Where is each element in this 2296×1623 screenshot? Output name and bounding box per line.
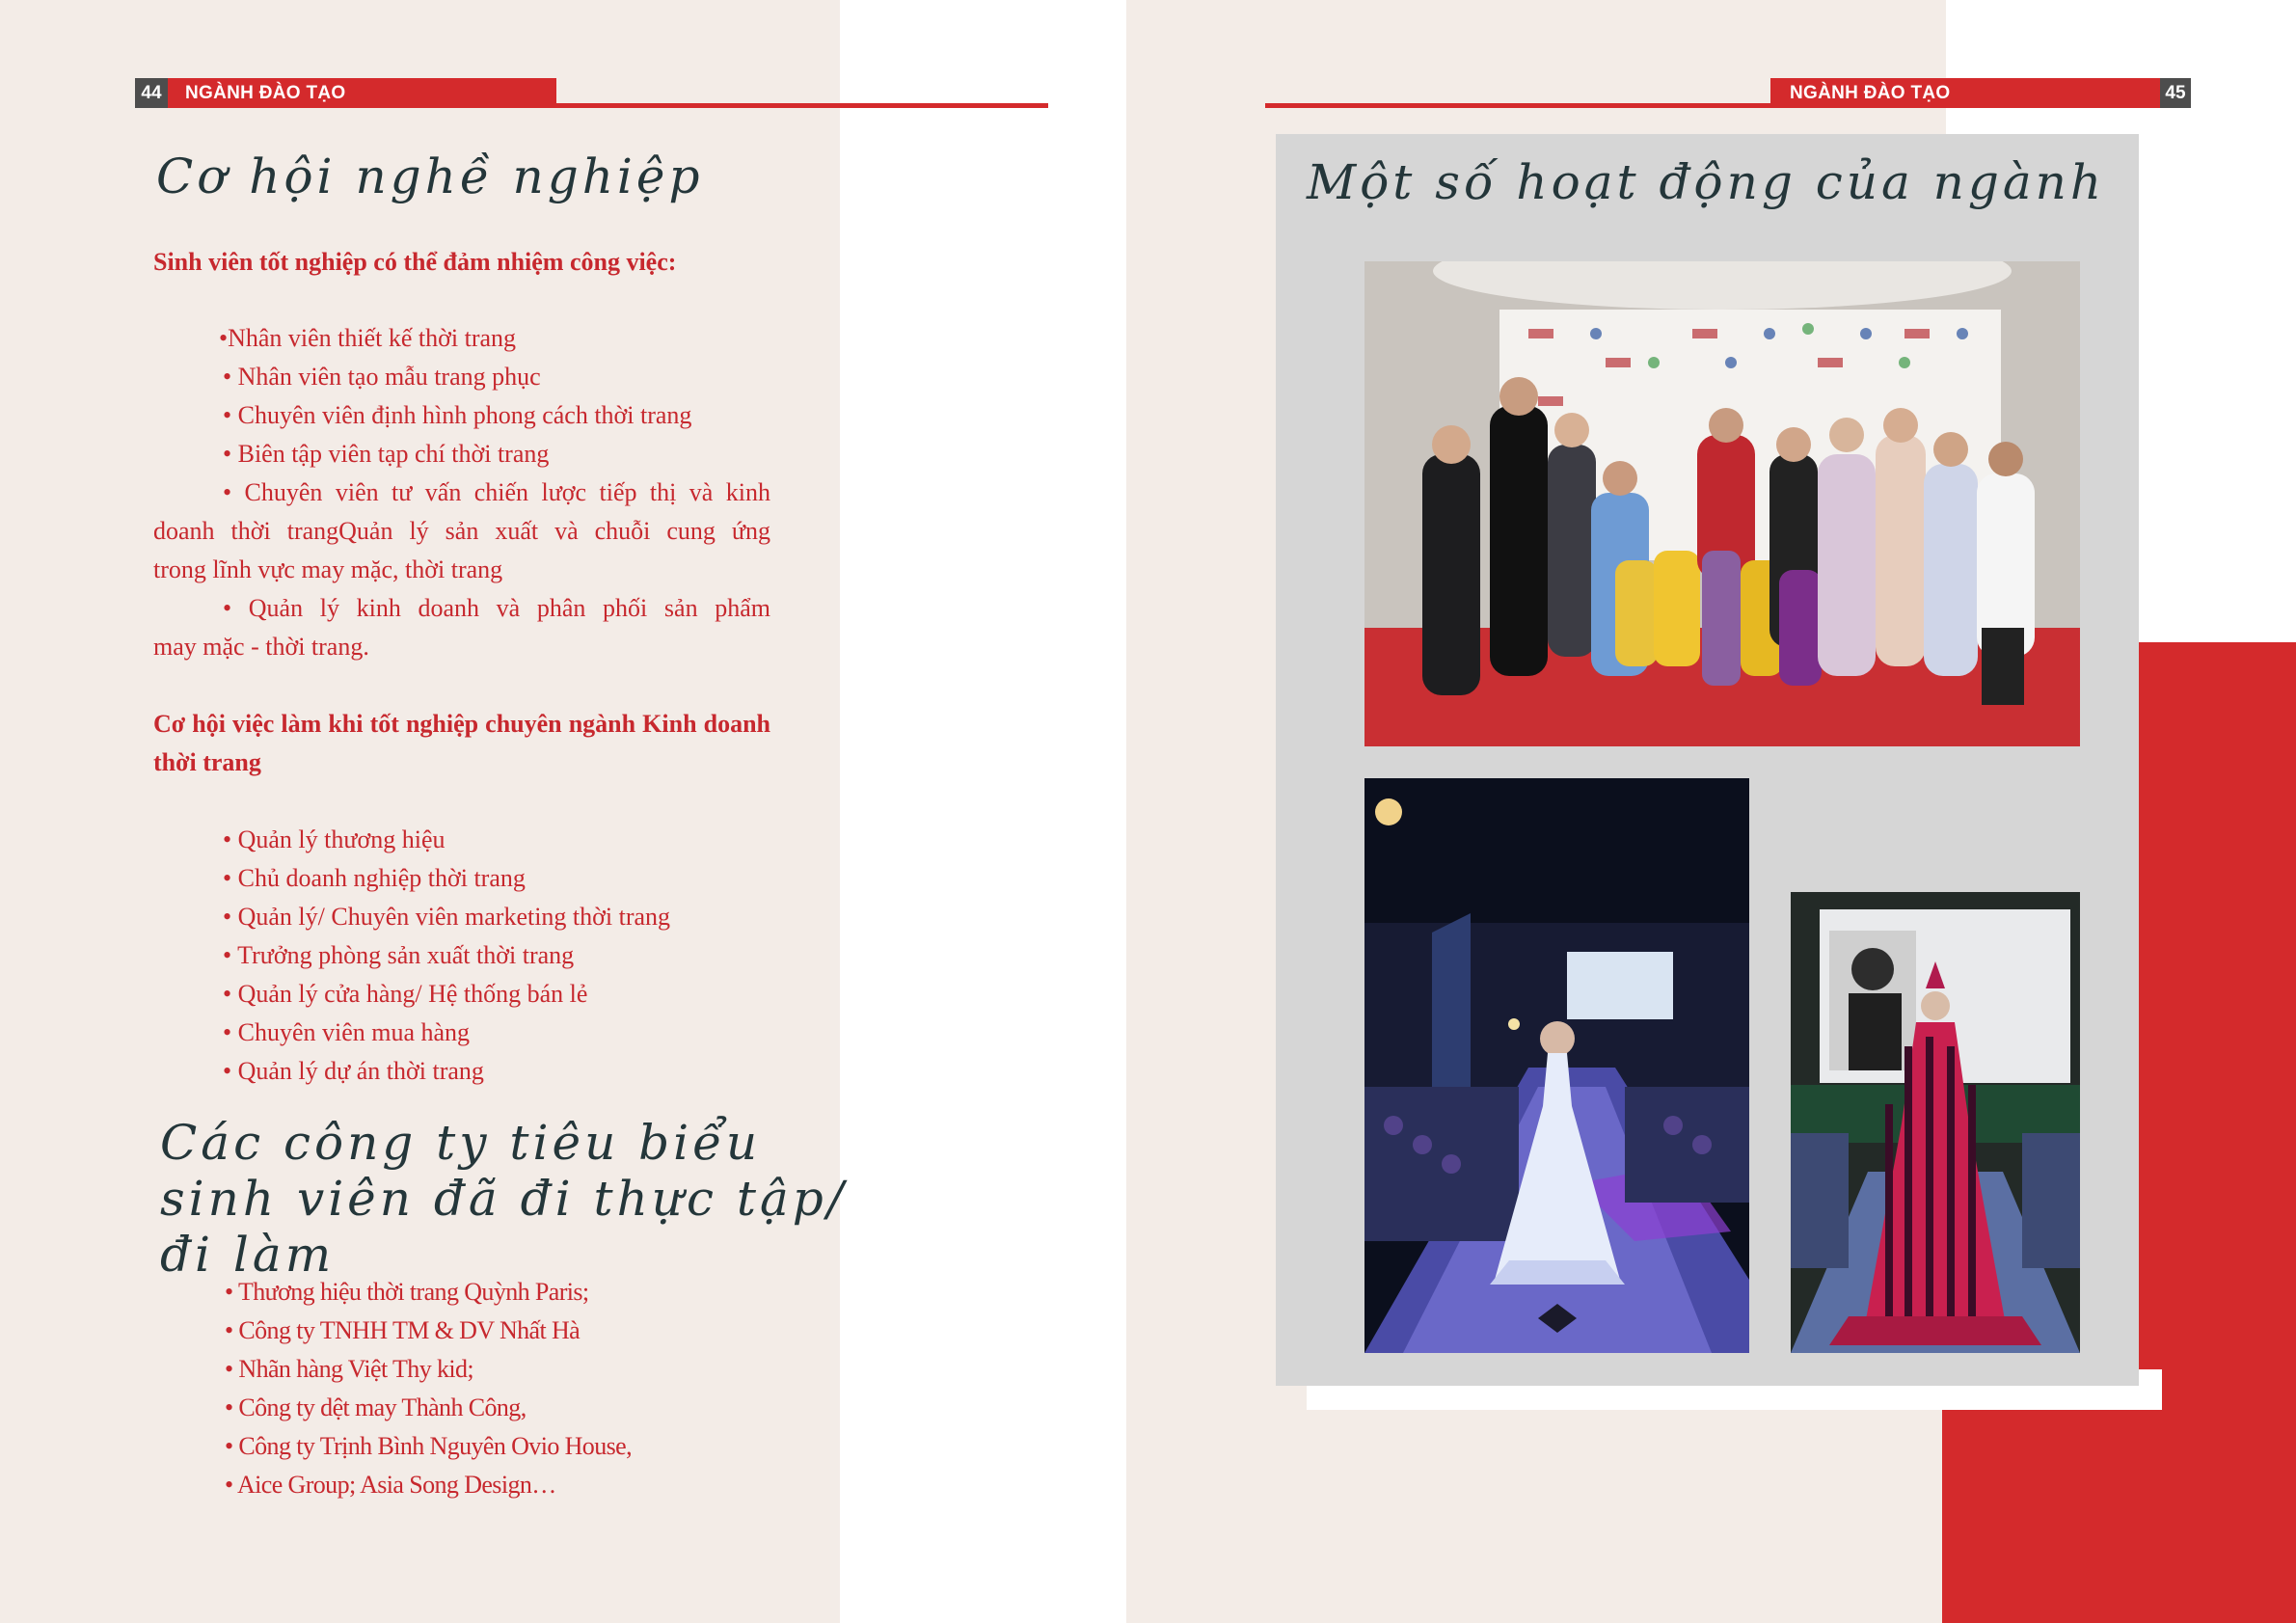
companies-title-line1: Các công ty tiêu biểu <box>160 1115 762 1171</box>
left-header-rule <box>556 103 1048 108</box>
companies-title <box>160 1115 912 1283</box>
list-item: • Quản lý/ Chuyên viên marketing thời trang <box>223 898 670 936</box>
right-page-number: 45 <box>2160 78 2191 108</box>
company-item: • Nhãn hàng Việt Thy kid; <box>225 1350 632 1389</box>
career-line: • Chuyên viên định hình phong cách thời trang <box>223 401 692 429</box>
list-item: • Quản lý cửa hàng/ Hệ thống bán lẻ <box>223 975 670 1014</box>
left-page-number: 44 <box>135 78 168 108</box>
activities-title: Một số hoạt động của ngành <box>1307 154 2106 210</box>
company-item: • Công ty Trịnh Bình Nguyên Ovio House, <box>225 1427 632 1466</box>
runway-photo-red-dress <box>1791 892 2080 1353</box>
companies-list <box>225 1273 632 1504</box>
career-line: • Nhân viên tạo mẫu trang phục <box>223 363 541 391</box>
career-line: • Biên tập viên tạp chí thời trang <box>223 440 550 468</box>
companies-title-line2: sinh viên đã đi thực tập/ đi làm <box>160 1171 848 1283</box>
career-line: doanh thời trangQuản lý sản xuất và chuỗi cung ứng <box>153 517 770 545</box>
career-line: trong lĩnh vực may mặc, thời trang <box>153 555 503 583</box>
group-photo <box>1364 261 2080 746</box>
career-line: • Chuyên viên tư vấn chiến lược tiếp thị và kinh <box>223 478 770 506</box>
list-item: • Quản lý thương hiệu <box>223 821 670 859</box>
career-intro: Sinh viên tốt nghiệp có thể đảm nhiệm công việc: <box>153 248 677 276</box>
list-item: • Chủ doanh nghiệp thời trang <box>223 859 670 898</box>
list-item: • Trưởng phòng sản xuất thời trang <box>223 936 670 975</box>
company-item: • Công ty TNHH TM & DV Nhất Hà <box>225 1312 632 1350</box>
career-title: Cơ hội nghề nghiệp <box>156 149 704 204</box>
career-line: may mặc - thời trang. <box>153 633 369 661</box>
right-header-rule <box>1265 103 1770 108</box>
career-line: •Nhân viên thiết kế thời trang <box>219 324 517 352</box>
list-item: • Quản lý dự án thời trang <box>223 1052 670 1091</box>
list-item: • Chuyên viên mua hàng <box>223 1014 670 1052</box>
company-item: • Thương hiệu thời trang Quỳnh Paris; <box>225 1273 632 1312</box>
company-item: • Công ty dệt may Thành Công, <box>225 1389 632 1427</box>
company-item: • Aice Group; Asia Song Design… <box>225 1466 632 1504</box>
runway-photo-white-dress <box>1364 778 1749 1353</box>
business-career-list <box>223 821 670 1091</box>
business-heading: Cơ hội việc làm khi tốt nghiệp chuyên ngành Kinh doanh thời trang <box>153 710 770 776</box>
career-list <box>153 319 770 666</box>
left-section-label: NGÀNH ĐÀO TẠO <box>168 78 556 108</box>
career-line: • Quản lý kinh doanh và phân phối sản phẩm <box>223 594 770 622</box>
right-section-label: NGÀNH ĐÀO TẠO <box>1770 78 2160 108</box>
